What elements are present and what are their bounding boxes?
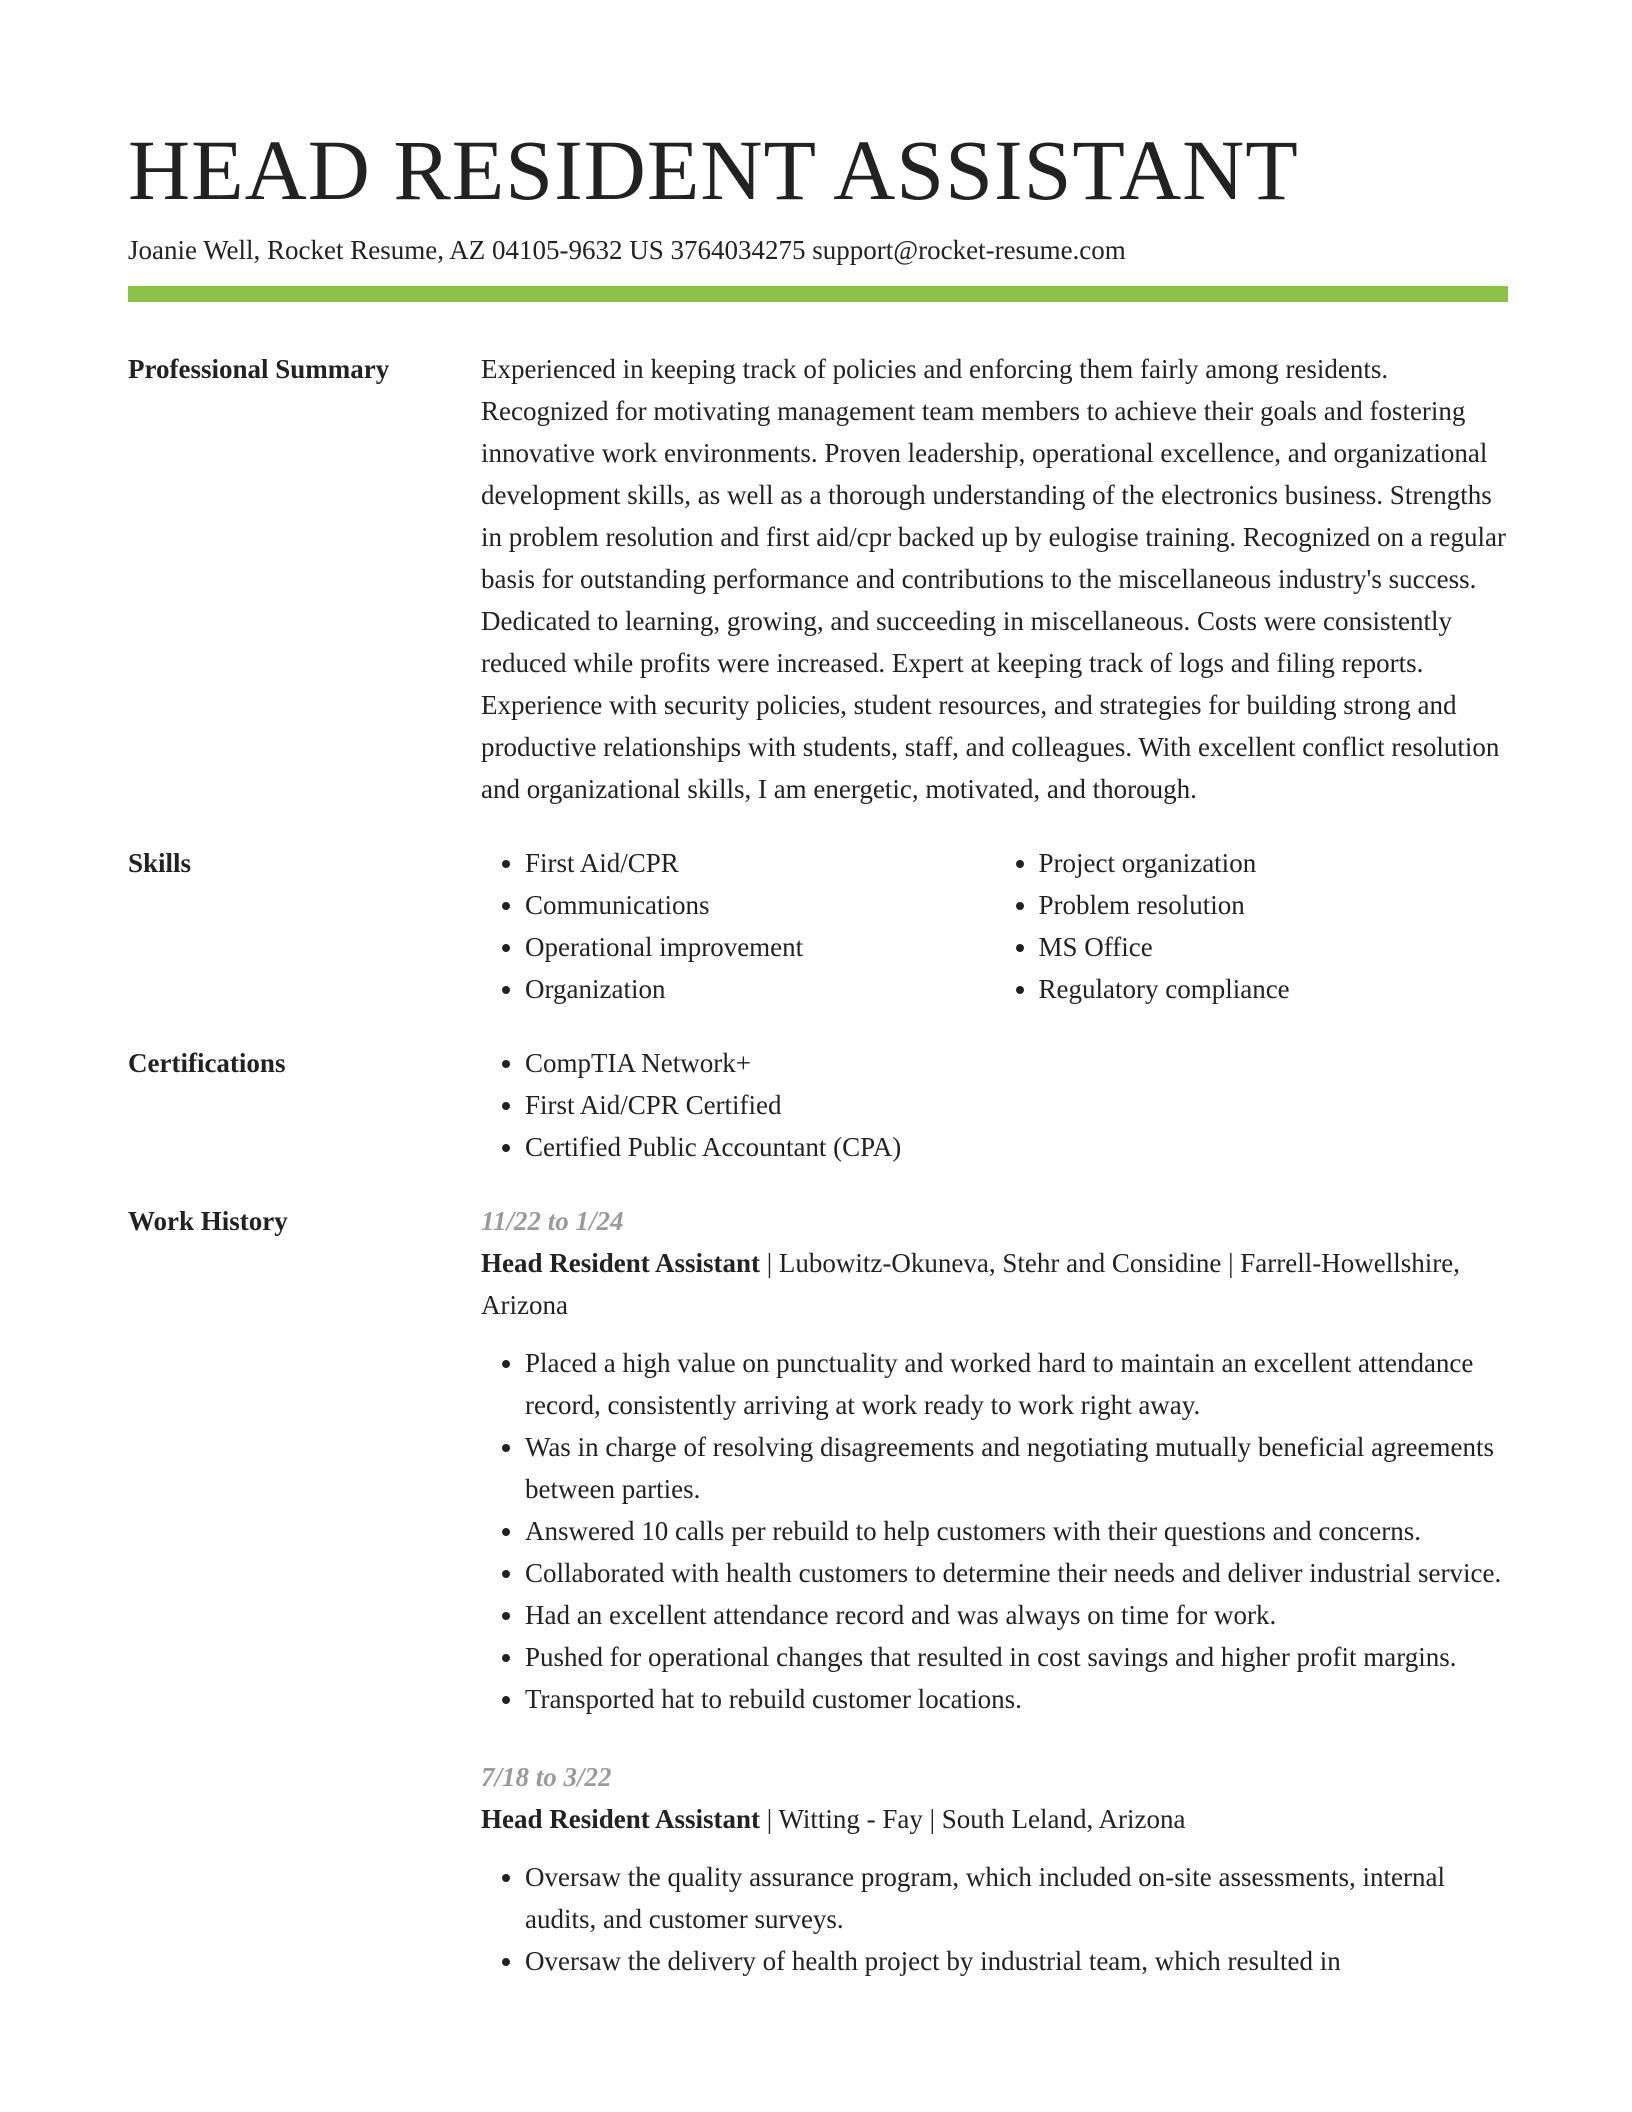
resume-title: HEAD RESIDENT ASSISTANT — [128, 122, 1299, 218]
work-history-label: Work History — [128, 1206, 288, 1236]
header-divider — [128, 286, 1508, 302]
skills-section — [128, 842, 1508, 1010]
job-bullet: • Pushed for operational changes that resulted in cost savings and higher profit margins. — [525, 1636, 1508, 1678]
skill-item: • Communications — [525, 884, 995, 926]
skill-item: • Project organization — [1039, 842, 1509, 884]
skill-item: • First Aid/CPR — [525, 842, 995, 884]
certifications-section — [128, 1042, 1508, 1168]
skill-item: • Operational improvement — [525, 926, 995, 968]
work-history-section — [128, 1200, 1508, 2018]
job-bullet: • Answered 10 calls per rebuild to help customers with their questions and concerns. — [525, 1510, 1508, 1552]
skills-list-left — [481, 842, 995, 1010]
job-heading — [481, 1242, 1508, 1326]
summary-label: Professional Summary — [128, 354, 390, 384]
job-title: Head Resident Assistant — [481, 1804, 761, 1834]
skill-item: • Problem resolution — [1039, 884, 1509, 926]
job-bullet: • Placed a high value on punctuality and worked hard to maintain an excellent attendance record, consistently arriving at work ready to work right away. — [525, 1342, 1508, 1426]
job-bullet-list — [481, 1856, 1508, 1982]
resume-header — [128, 120, 1508, 268]
job-entry — [481, 1756, 1508, 1982]
summary-section — [128, 348, 1508, 810]
skill-item: • Regulatory compliance — [1039, 968, 1509, 1010]
skill-item: • Organization — [525, 968, 995, 1010]
summary-text: Experienced in keeping track of policies and enforcing them fairly among residents. Recognized for motivating management team members to achieve their goals and fostering innovative work environments. Proven leadership, operational excellence, and organizational development skills, as well as a thorough understanding of the electronics business. Strengths in problem resolution and first aid/cpr backed up by eulogise training. Recognized on a regular basis for outstanding performance and contributions to the miscellaneous industry's success. Dedicated to learning, growing, and succeeding in miscellaneous. Costs were consistently reduced while profits were increased. Expert at keeping track of logs and filing reports. Experience with security policies, student resources, and strategies for building strong and productive relationships with students, staff, and colleagues. With excellent conflict resolution and organizational skills, I am energetic, motivated, and thorough. — [481, 354, 1506, 804]
job-bullet: • Was in charge of resolving disagreements and negotiating mutually beneficial agreements between parties. — [525, 1426, 1508, 1510]
certifications-label: Certifications — [128, 1048, 286, 1078]
job-bullet: • Oversaw the quality assurance program, which included on-site assessments, internal audits, and customer surveys. — [525, 1856, 1508, 1940]
job-details: | Witting - Fay | South Leland, Arizona — [760, 1804, 1186, 1834]
contact-line: Joanie Well, Rocket Resume, AZ 04105-9632 US 3764034275 support@rocket-resume.com — [128, 235, 1126, 265]
job-bullet: • Collaborated with health customers to determine their needs and deliver industrial service. — [525, 1552, 1508, 1594]
job-bullet: • Had an excellent attendance record and was always on time for work. — [525, 1594, 1508, 1636]
skills-list-right — [995, 842, 1509, 1010]
skills-label: Skills — [128, 848, 192, 878]
certification-item: • First Aid/CPR Certified — [525, 1084, 1508, 1126]
job-title: Head Resident Assistant — [481, 1248, 761, 1278]
job-dates: 11/22 to 1/24 — [481, 1206, 624, 1236]
resume-content — [128, 348, 1508, 2050]
job-entry — [481, 1200, 1508, 1720]
certifications-list — [481, 1042, 1508, 1168]
certification-item: • CompTIA Network+ — [525, 1042, 1508, 1084]
job-bullet: • Oversaw the delivery of health project by industrial team, which resulted in — [525, 1940, 1508, 1982]
job-heading — [481, 1798, 1508, 1840]
job-bullet-list — [481, 1342, 1508, 1720]
job-bullet: • Transported hat to rebuild customer locations. — [525, 1678, 1508, 1720]
certification-item: • Certified Public Accountant (CPA) — [525, 1126, 1508, 1168]
job-dates: 7/18 to 3/22 — [481, 1762, 612, 1792]
skill-item: • MS Office — [1039, 926, 1509, 968]
job-details: | Lubowitz-Okuneva, Stehr and Considine | Farrell-Howellshire, Arizona — [481, 1248, 1460, 1320]
